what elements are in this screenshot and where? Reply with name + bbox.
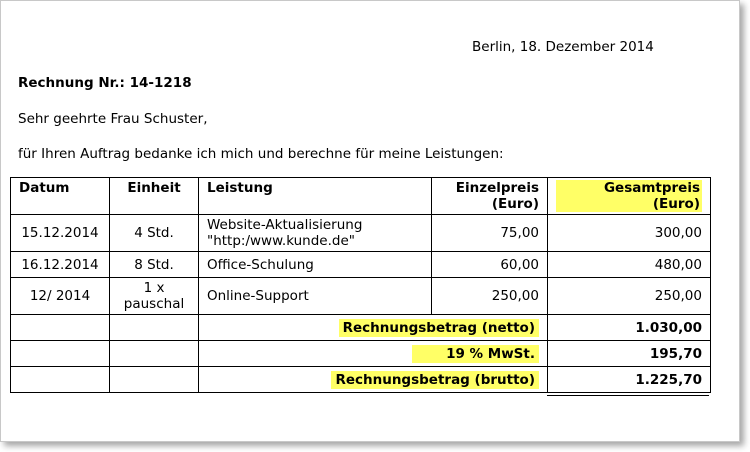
service-line-2: "http:/www.kunde.de" — [207, 233, 355, 249]
row-unit: 8 Std. — [110, 252, 199, 278]
empty-cell — [110, 315, 199, 341]
gross-value: 1.225,70 — [548, 367, 711, 393]
net-label-cell — [199, 315, 548, 341]
table-row — [11, 252, 711, 278]
empty-cell — [110, 367, 199, 393]
unit-price-header-line-2: (Euro) — [491, 196, 539, 212]
invoice-title: Rechnung Nr.: 14-1218 — [18, 75, 192, 91]
invoice-table — [10, 177, 711, 393]
gross-label-cell — [199, 367, 548, 393]
summary-row-gross — [11, 367, 711, 393]
total-header-line-2: (Euro) — [652, 196, 700, 212]
row-unit-price: 75,00 — [432, 215, 548, 252]
row-date: 12/ 2014 — [11, 278, 110, 315]
row-service: Office-Schulung — [199, 252, 432, 278]
summary-row-vat — [11, 341, 711, 367]
unit-price-header-line-1: Einzelpreis — [455, 180, 539, 196]
row-service: Online-Support — [199, 278, 432, 315]
invoice-date: Berlin, 18. Dezember 2014 — [472, 39, 654, 55]
summary-row-net — [11, 315, 711, 341]
col-header-service: Leistung — [199, 178, 432, 215]
service-line-1: Website-Aktualisierung — [207, 217, 363, 233]
row-unit — [110, 278, 199, 315]
table-row — [11, 215, 711, 252]
net-label: Rechnungsbetrag (netto) — [339, 319, 539, 337]
row-unit-price: 250,00 — [432, 278, 548, 315]
row-total: 480,00 — [548, 252, 711, 278]
row-service — [199, 215, 432, 252]
gross-label: Rechnungsbetrag (brutto) — [331, 371, 539, 389]
vat-label-cell — [199, 341, 548, 367]
double-underline-bottom — [547, 395, 709, 396]
row-date: 16.12.2014 — [11, 252, 110, 278]
row-total: 300,00 — [548, 215, 711, 252]
row-unit: 4 Std. — [110, 215, 199, 252]
col-header-date: Datum — [11, 178, 110, 215]
row-unit-price: 60,00 — [432, 252, 548, 278]
empty-cell — [110, 341, 199, 367]
empty-cell — [11, 315, 110, 341]
empty-cell — [11, 367, 110, 393]
col-header-unit: Einheit — [110, 178, 199, 215]
double-underline-top — [547, 392, 709, 393]
row-date: 15.12.2014 — [11, 215, 110, 252]
empty-cell — [11, 341, 110, 367]
unit-line-1: 1 x — [143, 280, 165, 296]
intro-text: für Ihren Auftrag bedanke ich mich und berechne für meine Leistungen: — [18, 146, 504, 162]
table-header-row — [11, 178, 711, 215]
vat-label: 19 % MwSt. — [412, 345, 539, 363]
vat-value: 195,70 — [548, 341, 711, 367]
total-header-line-1: Gesamtpreis — [603, 180, 700, 196]
table-row — [11, 278, 711, 315]
net-value: 1.030,00 — [548, 315, 711, 341]
col-header-total — [548, 178, 711, 215]
greeting: Sehr geehrte Frau Schuster, — [18, 111, 208, 127]
row-total: 250,00 — [548, 278, 711, 315]
unit-line-2: pauschal — [123, 296, 185, 312]
col-header-unit-price — [432, 178, 548, 215]
